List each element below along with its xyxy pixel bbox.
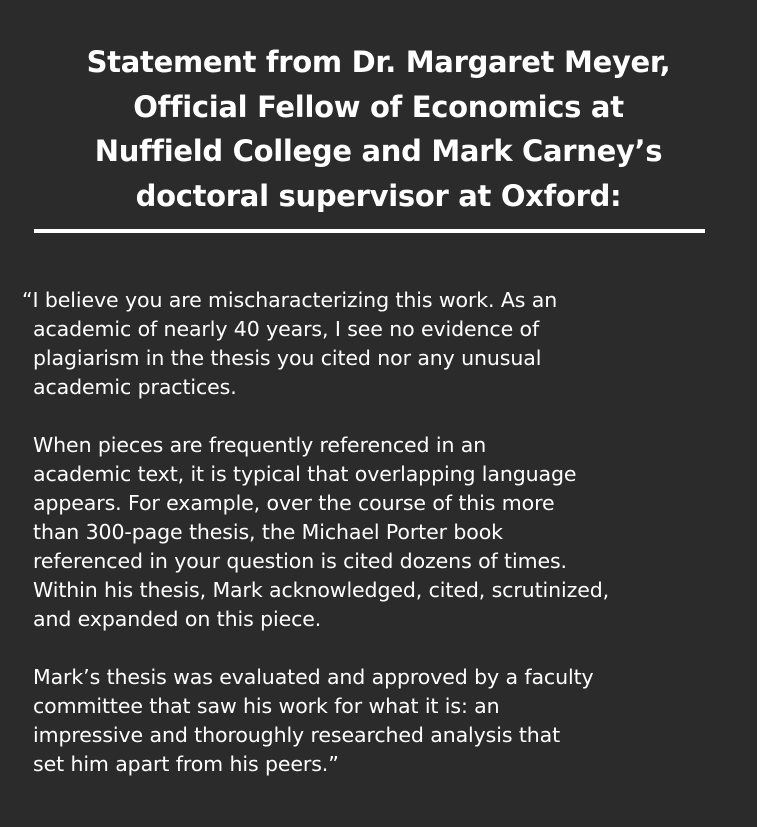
quote-body: [22, 286, 742, 808]
quote-line: impressive and thoroughly researched analysis that: [33, 723, 561, 747]
quote-line: committee that saw his work for what it is: an: [33, 694, 500, 718]
quote-line: referenced in your question is cited dozens of times.: [33, 549, 567, 573]
quote-paragraph-3: [22, 663, 742, 779]
heading-line: Nuffield College and Mark Carney’s: [94, 134, 663, 168]
quote-line: “I believe you are mischaracterizing this work. As an: [22, 288, 558, 312]
quote-line: set him apart from his peers.”: [33, 752, 339, 776]
quote-line: and expanded on this piece.: [33, 607, 322, 631]
quote-line: academic practices.: [33, 375, 237, 399]
quote-line: Mark’s thesis was evaluated and approved by a faculty: [33, 665, 594, 689]
quote-line: appears. For example, over the course of this more: [33, 491, 555, 515]
heading-line: Statement from Dr. Margaret Meyer,: [86, 45, 671, 79]
heading-line: Official Fellow of Economics at: [133, 89, 624, 124]
heading-line: doctoral supervisor at Oxford:: [135, 178, 622, 213]
quote-line: academic text, it is typical that overlapping language: [33, 462, 577, 486]
statement-heading: [20, 40, 737, 218]
quote-line: academic of nearly 40 years, I see no evidence of: [33, 317, 540, 341]
quote-paragraph-2: [22, 431, 742, 634]
quote-line: plagiarism in the thesis you cited nor any unusual: [33, 346, 542, 370]
heading-divider: [34, 229, 705, 233]
quote-line: Within his thesis, Mark acknowledged, cited, scrutinized,: [33, 578, 610, 602]
quote-line: than 300-page thesis, the Michael Porter book: [33, 520, 503, 544]
quote-line: When pieces are frequently referenced in an: [33, 433, 487, 457]
quote-paragraph-1: [22, 286, 742, 402]
